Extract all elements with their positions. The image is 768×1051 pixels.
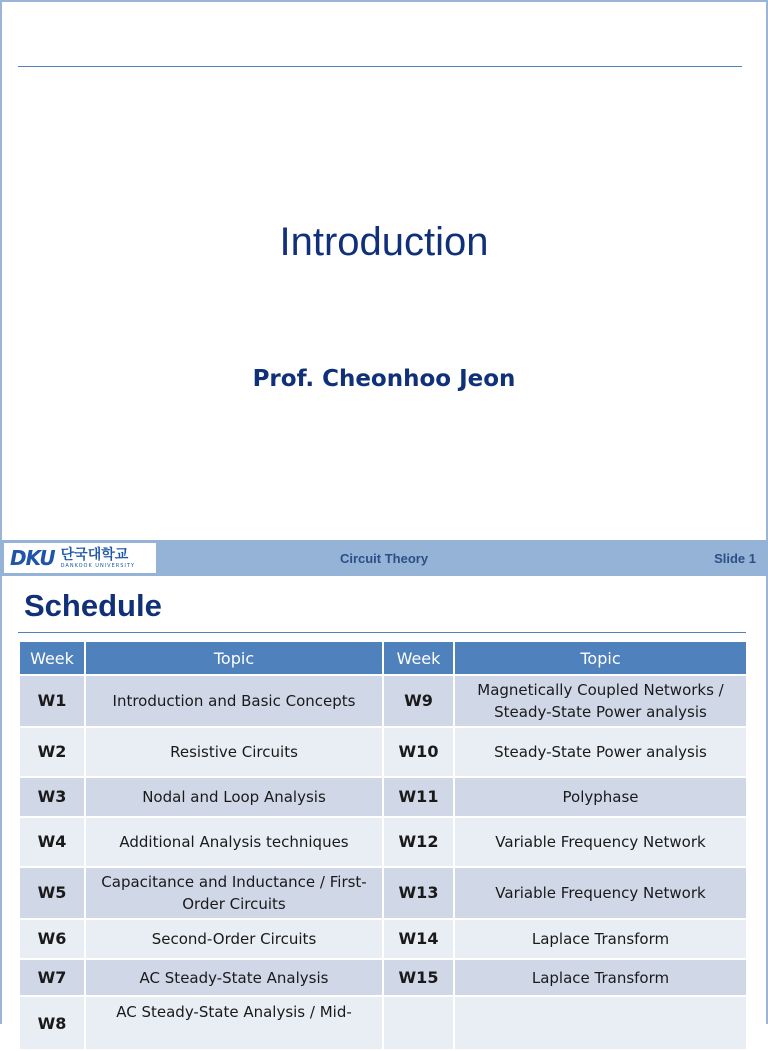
topic-cell: Resistive Circuits [86, 728, 382, 776]
header-week-right: Week [384, 642, 453, 674]
slide-footer [0, 540, 768, 576]
week-cell: W14 [384, 920, 453, 958]
topic-cell: Magnetically Coupled Networks / Steady-State Power analysis [455, 676, 746, 726]
topic-cell: Additional Analysis techniques [86, 818, 382, 866]
header-week-left: Week [20, 642, 84, 674]
week-cell: W6 [20, 920, 84, 958]
week-cell: W3 [20, 778, 84, 816]
table-row [20, 728, 746, 776]
week-cell: W2 [20, 728, 84, 776]
logo-mark: DKU [10, 546, 55, 570]
header-rule [18, 66, 742, 67]
table-row [20, 960, 746, 995]
table-header-row [20, 642, 746, 674]
topic-cell [455, 997, 746, 1049]
schedule-rule [18, 632, 746, 633]
schedule-slide [0, 576, 768, 1033]
topic-cell: Variable Frequency Network [455, 868, 746, 918]
header-topic-right: Topic [455, 642, 746, 674]
header-topic-left: Topic [86, 642, 382, 674]
logo-korean: 단국대학교 [60, 546, 129, 563]
logo-english: DANKOOK UNIVERSITY [60, 562, 135, 569]
topic-cell: Variable Frequency Network [455, 818, 746, 866]
week-cell: W5 [20, 868, 84, 918]
table-row [20, 868, 746, 918]
topic-cell: Introduction and Basic Concepts [86, 676, 382, 726]
author-name: Prof. Cheonhoo Jeon [252, 366, 516, 392]
topic-cell: AC Steady-State Analysis [86, 960, 382, 995]
week-cell: W10 [384, 728, 453, 776]
table-row [20, 920, 746, 958]
week-cell: W12 [384, 818, 453, 866]
week-cell: W15 [384, 960, 453, 995]
topic-cell: Steady-State Power analysis [455, 728, 746, 776]
topic-cell: Laplace Transform [455, 960, 746, 995]
topic-cell: Capacitance and Inductance / First-Order Circuits [86, 868, 382, 918]
week-cell: W7 [20, 960, 84, 995]
week-cell: W13 [384, 868, 453, 918]
topic-cell: Polyphase [455, 778, 746, 816]
week-cell: W9 [384, 676, 453, 726]
slide-title: Introduction [279, 220, 489, 264]
topic-cell: Second-Order Circuits [86, 920, 382, 958]
topic-cell: Nodal and Loop Analysis [86, 778, 382, 816]
slide-number: Slide 1 [714, 551, 756, 566]
week-cell: W4 [20, 818, 84, 866]
course-name: Circuit Theory [339, 551, 429, 566]
topic-cell: AC Steady-State Analysis / Mid- [86, 997, 382, 1049]
topic-cell: Laplace Transform [455, 920, 746, 958]
table-row [20, 818, 746, 866]
week-cell: W11 [384, 778, 453, 816]
table-row [20, 676, 746, 726]
week-cell: W1 [20, 676, 84, 726]
week-cell: W8 [20, 997, 84, 1049]
table-row [20, 997, 746, 1049]
schedule-title: Schedule [24, 588, 162, 623]
schedule-table [18, 640, 748, 1051]
table-row [20, 778, 746, 816]
week-cell [384, 997, 453, 1049]
